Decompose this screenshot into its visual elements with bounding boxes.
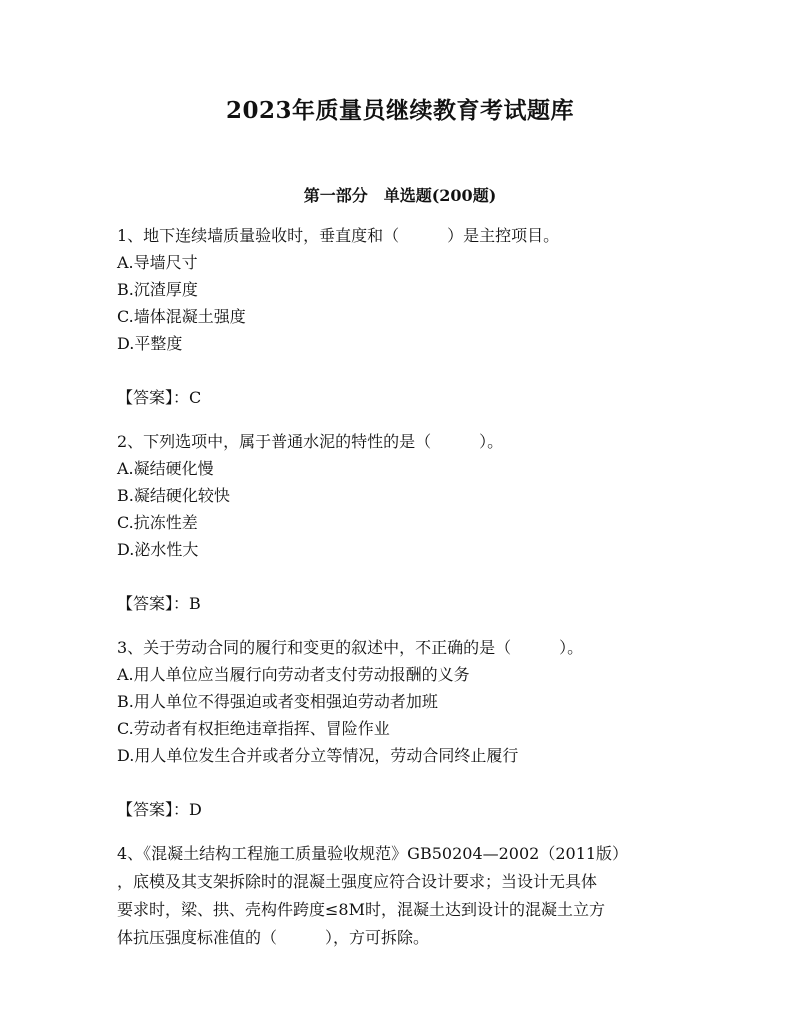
option-b: B.用人单位不得强迫或者变相强迫劳动者加班 [117,692,438,711]
question-stem-line: 体抗压强度标准值的（ ），方可拆除。 [117,928,430,947]
question-stem-line: 要求时，梁、拱、壳构件跨度≤8M时，混凝土达到设计的混凝土立方 [117,900,605,919]
answer-label: 【答案】：D [117,800,202,819]
question-1 [117,222,689,411]
question-stem-line: ，底模及其支架拆除时的混凝土强度应符合设计要求；当设计无具体 [117,872,598,891]
option-b: B.凝结硬化较快 [117,486,230,505]
option-c: C.抗冻性差 [117,513,198,532]
option-c: C.劳动者有权拒绝违章指挥、冒险作业 [117,719,390,738]
answer-label: 【答案】：C [117,388,202,407]
question-2 [117,428,689,617]
option-a: A.用人单位应当履行向劳动者支付劳动报酬的义务 [117,665,470,684]
question-stem: 1、地下连续墙质量验收时，垂直度和（ ）是主控项目。 [117,226,560,245]
question-3 [117,634,689,823]
option-d: D.平整度 [117,334,183,353]
question-list [117,222,689,952]
answer-label: 【答案】：B [117,594,201,613]
question-stem: 2、下列选项中，属于普通水泥的特性的是（ ）。 [117,432,504,451]
section-heading: 第一部分 单选题(200题) [303,186,497,205]
option-d: D.泌水性大 [117,540,199,559]
option-c: C.墙体混凝土强度 [117,307,246,326]
question-stem: 3、关于劳动合同的履行和变更的叙述中，不正确的是（ ）。 [117,638,584,657]
question-stem-line: 4、《混凝土结构工程施工质量验收规范》GB50204—2002（2011版） [117,844,629,863]
option-d: D.用人单位发生合并或者分立等情况，劳动合同终止履行 [117,746,519,765]
option-a: A.凝结硬化慢 [117,459,214,478]
option-b: B.沉渣厚度 [117,280,198,299]
option-a: A.导墙尺寸 [117,253,198,272]
document-title: 2023年质量员继续教育考试题库 [225,97,574,124]
question-4 [117,840,689,952]
